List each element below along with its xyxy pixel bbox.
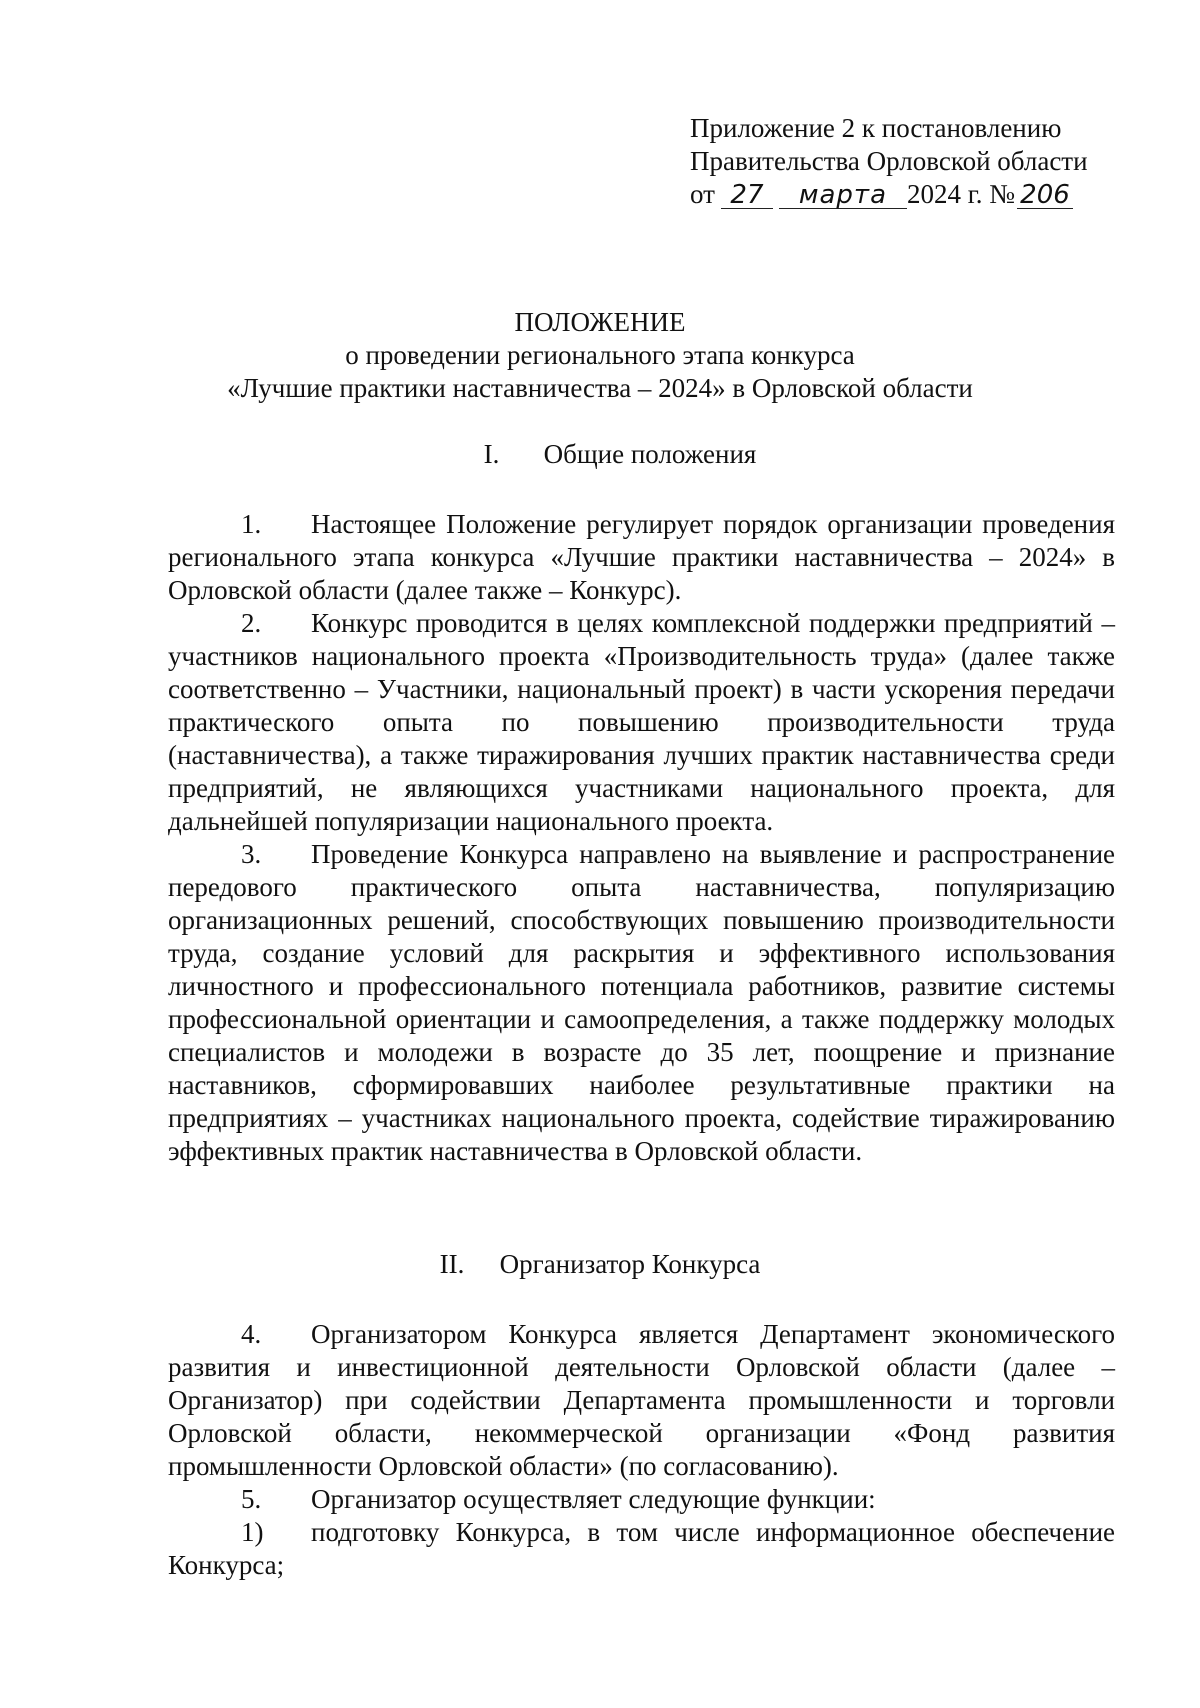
document-subtitle-2: «Лучшие практики наставничества – 2024» в Орловской области [227, 373, 973, 403]
section-heading-2 [0, 1248, 1200, 1281]
paragraph-number: 5. [241, 1484, 262, 1514]
section-number: II. [439, 1249, 465, 1279]
paragraph [168, 838, 1115, 1168]
paragraph-text: Настоящее Положение регулирует порядок организации проведения регионального этапа конкурса «Лучшие практики наставничества – 2024» в Орловской области (далее также – Конкурс). [168, 509, 1115, 605]
date-prefix: от [690, 179, 715, 209]
paragraph [168, 1318, 1115, 1483]
appendix-line-2: Правительства Орловской области [690, 146, 1088, 176]
paragraph-number: 1. [241, 509, 262, 539]
handwritten-day: 27 [721, 182, 773, 209]
paragraph-number: 4. [241, 1319, 262, 1349]
section-title: Общие положения [543, 439, 757, 469]
section-heading-1 [0, 438, 1200, 471]
section-number: I. [483, 439, 500, 469]
date-year: 2024 г. № [906, 179, 1015, 209]
paragraph [168, 1483, 1115, 1516]
paragraph-number: 3. [241, 839, 262, 869]
paragraph-text: Организатором Конкурса является Департамент экономического развития и инвестиционной деятельности Орловской области (далее – Организатор) при содействии Департамента промышленности и торговли Орловской области, некоммерческой организации «Фонд развития промышленности Орловской области» (по согласованию). [168, 1319, 1115, 1481]
paragraph-text: Проведение Конкурса направлено на выявление и распространение передового практического опыта наставничества, популяризацию организационных решений, способствующих повышению производительности труда, создание условий для раскрытия и эффективного использования личностного и профессионального потенциала работников, развитие системы профессиональной ориентации и самоопределения, а также поддержку молодых специалистов и молодежи в возрасте до 35 лет, поощрение и признание наставников, сформировавших наиболее результативные практики на предприятиях – участниках национального проекта, содействие тиражированию эффективных практик наставничества в Орловской области. [168, 839, 1115, 1166]
appendix-line-1: Приложение 2 к постановлению [690, 113, 1062, 143]
section-1-body [168, 508, 1115, 1168]
document-title: ПОЛОЖЕНИЕ [514, 307, 686, 337]
handwritten-number: 206 [1017, 182, 1073, 209]
paragraph [168, 508, 1115, 607]
list-item-number: 1) [241, 1517, 264, 1547]
paragraph-text: Конкурс проводится в целях комплексной поддержки предприятий – участников национального проекта «Производительность труда» (далее также соответственно – Участники, национальный проект) в части ускорения передачи практического опыта по повышению производительности труда (наставничества), а также тиражирования лучших практик наставничества среди предприятий, не являющихся участниками национального проекта, для дальнейшей популяризации национального проекта. [168, 608, 1115, 836]
paragraph-text: Организатор осуществляет следующие функции: [311, 1484, 876, 1514]
section-title: Организатор Конкурса [499, 1249, 761, 1279]
handwritten-month: марта [779, 182, 907, 209]
list-item-text: подготовку Конкурса, в том числе информационное обеспечение Конкурса; [168, 1517, 1115, 1580]
appendix-header [690, 112, 1088, 211]
paragraph-number: 2. [241, 608, 262, 638]
document-title-block [0, 306, 1200, 405]
section-2-body [168, 1318, 1115, 1582]
paragraph [168, 607, 1115, 838]
document-subtitle-1: о проведении регионального этапа конкурса [345, 340, 855, 370]
paragraph [168, 1516, 1115, 1582]
appendix-date-line [690, 178, 1088, 211]
